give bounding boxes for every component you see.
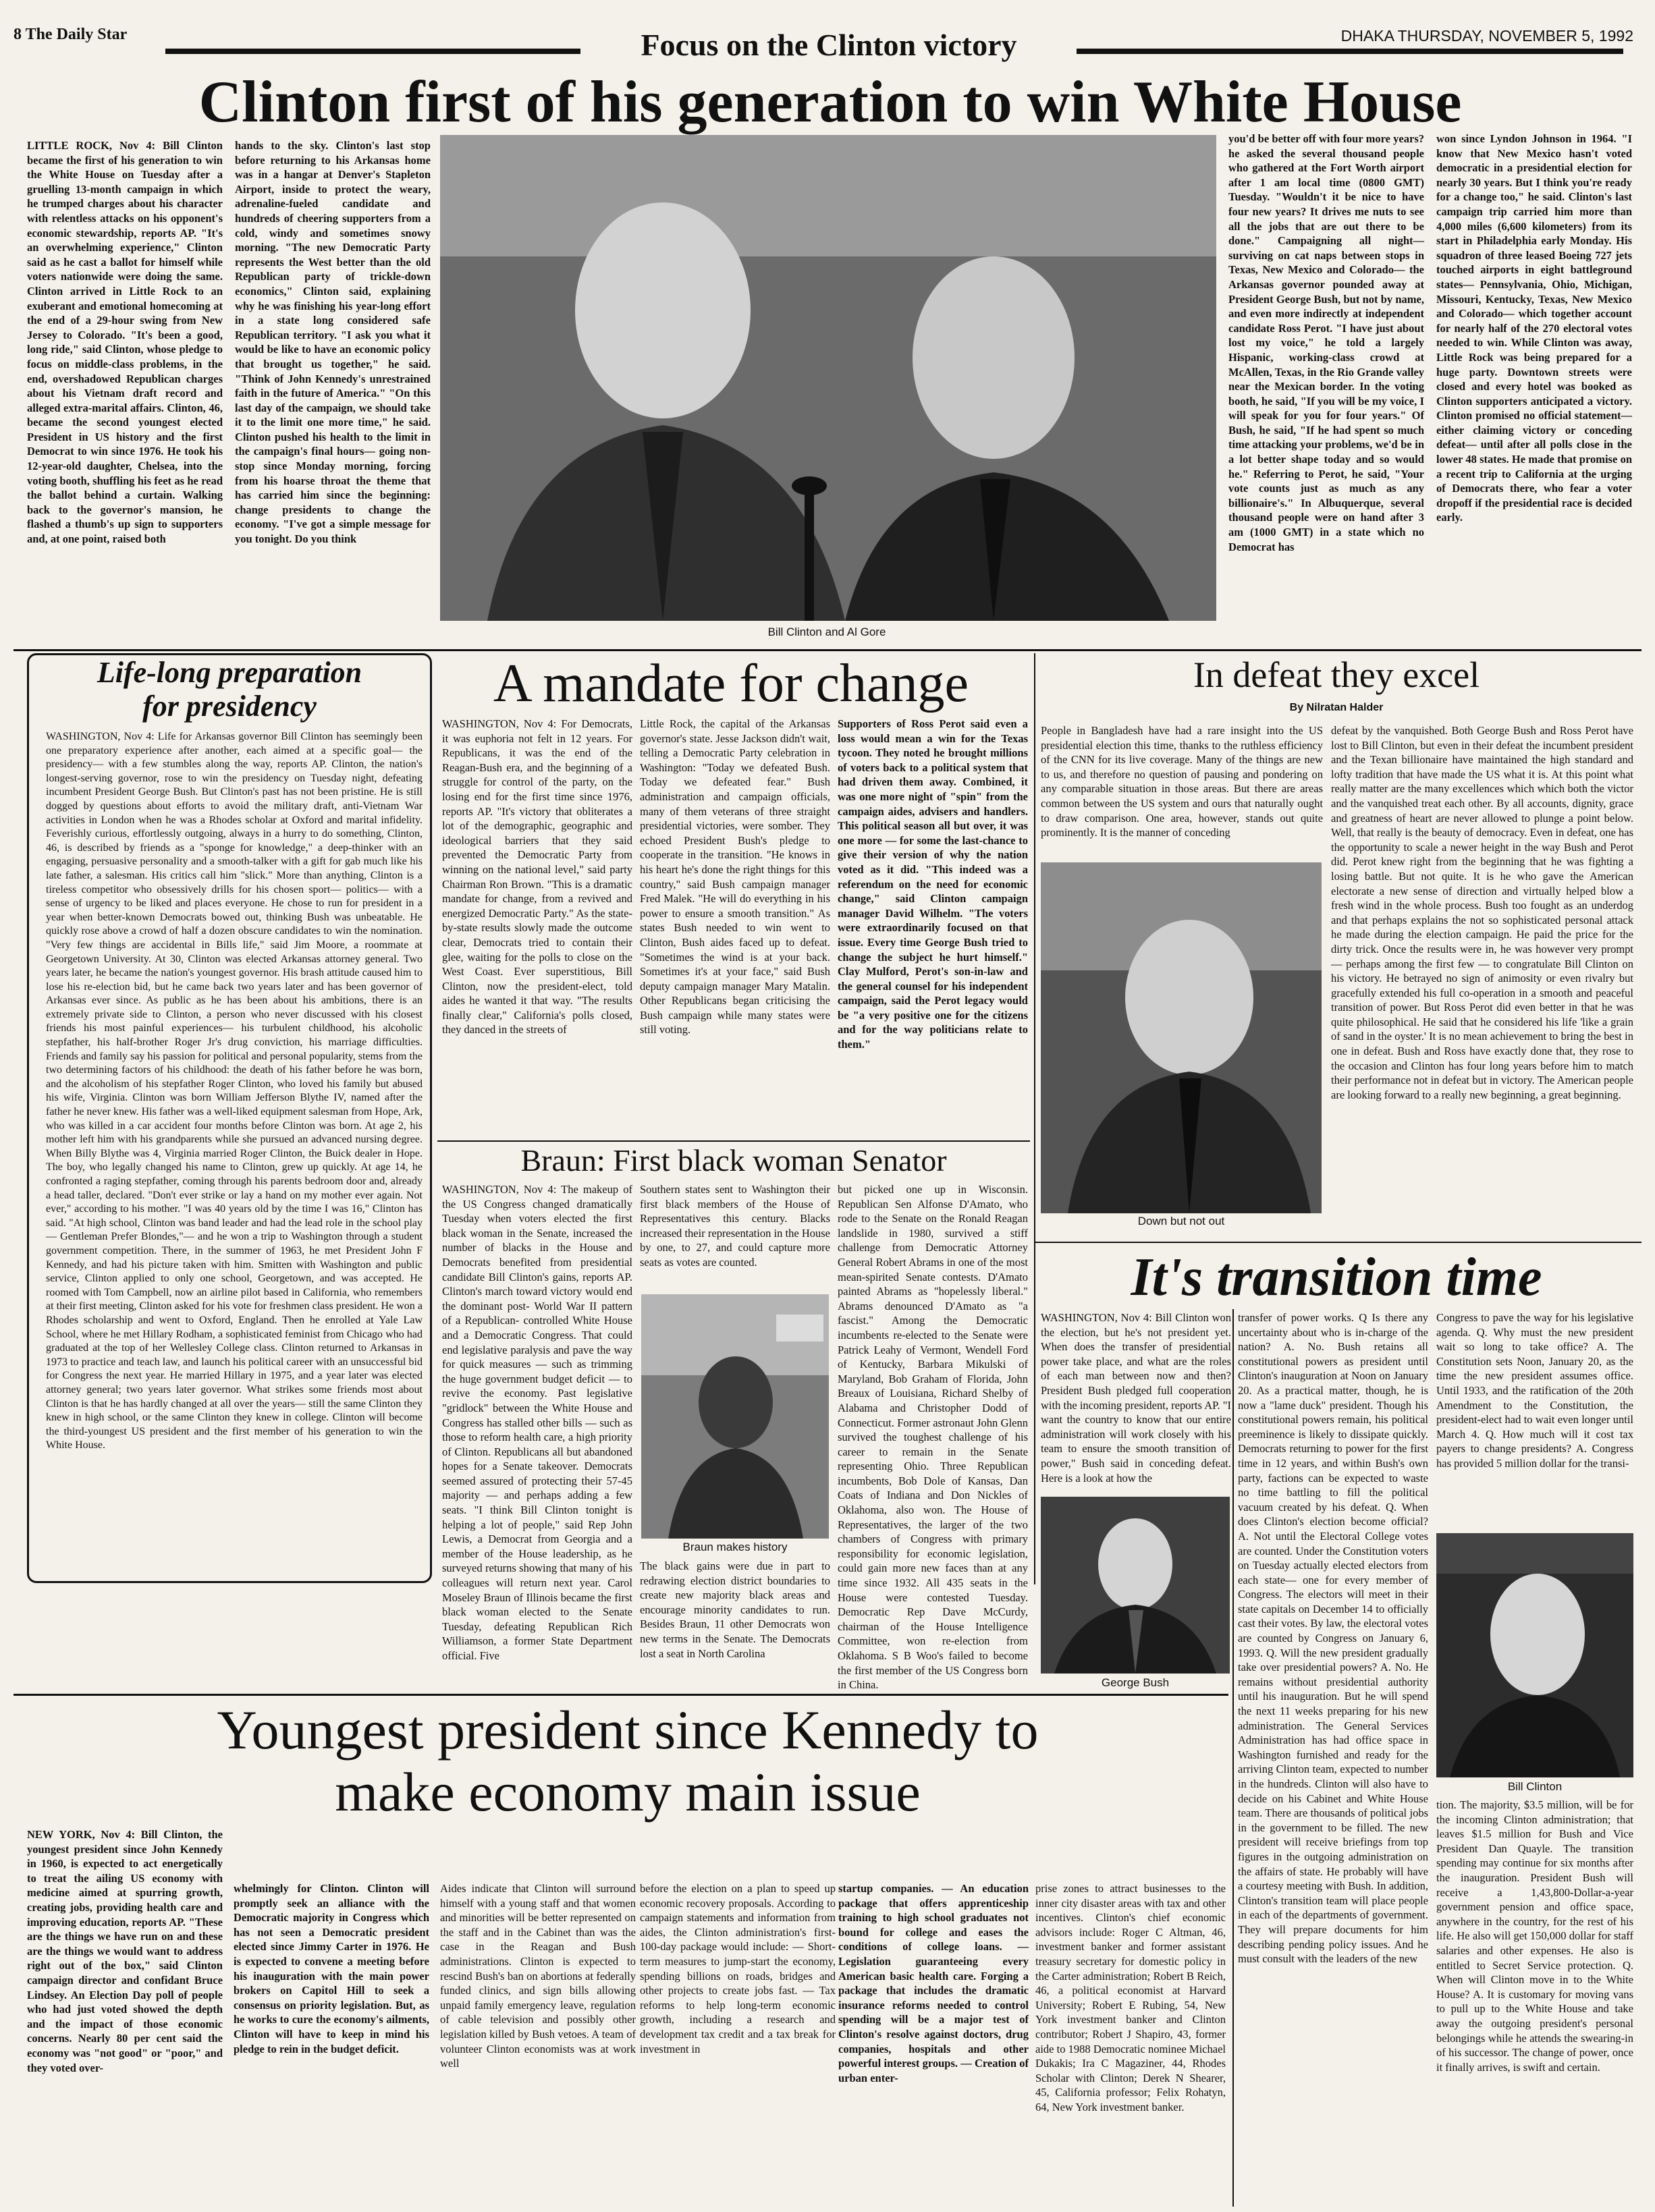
braun-col2-top: Southern states sent to Washington their first black members of the House of Representatives this century. Blacks increased their representation in the House by one, to 27, and could capture more seats as votes are counted.: [640, 1183, 830, 1269]
headline-defeat: In defeat they excel: [1193, 655, 1480, 695]
transition-col1-top: WASHINGTON, Nov 4: Bill Clinton won the election, but he's not president yet. When does the transfer of presidential power take place, and what are the roles of each man between now and then? President Bush pledged full cooperation with the incoming president, reports AP. "I want the country to know that our entire administration will work closely with his team to ensure the smooth transition of power," Bush said in conceding defeat. Here is a look at how the: [1041, 1311, 1231, 1485]
divider-vertical-right: [1034, 653, 1035, 1584]
divider-defeat-transition: [1034, 1242, 1642, 1243]
caption-perot: Down but not out: [1137, 1215, 1225, 1227]
photo-bush: [1041, 1497, 1230, 1674]
caption-clinton: Bill Clinton: [1507, 1780, 1563, 1793]
caption-braun: Braun makes history: [682, 1541, 788, 1553]
masthead-rule-right: [1077, 49, 1623, 54]
byline-defeat: By Nilratan Halder: [1289, 702, 1384, 713]
braun-col1: WASHINGTON, Nov 4: The makeup of the US Congress changed dramatically Tuesday when voters elected the first black woman in the Senate, increased the number of blacks in the House and Democrats benefited from presidential candidate Bill Clinton's gains, reports AP. Clinton's march toward victory would end the dominant post- World War II pattern of a Republican- controlled White House and a Democratic Congress. That could end legislative paralysis and pave the way for quick measures — such as trimming the huge government budget deficit — to revive the economy. Past legislative "gridlock" between the White House and Congress has stalled other bills — such as those to reform health care, a high priority of Clinton. Republicans all but abandoned hopes for a Senate takeover. Democrats seemed assured of protecting their 57-45 majority — and perhaps adding a few seats. "I think Bill Clinton tonight is helping a lot of people," said Rep John Lewis, a Democrat from Georgia and a member of the House leadership, as he surveyed returns showing that many of his colleagues will return next year. Carol Moseley Braun of Illinois became the first black woman elected to the Senate Tuesday, defeating Republican Rich Williamson, a former State Department official. Five: [442, 1183, 632, 1662]
photo-clinton-gore: [440, 135, 1216, 621]
paper-name: 8 The Daily Star: [13, 26, 128, 43]
headline-mandate: A mandate for change: [493, 654, 969, 713]
transition-col3-top: Congress to pave the way for his legislative agenda. Q. Why must the new president wait so long to take office? A. The Constitution sets Noon, January 20, as the time the new president assumes office. Until 1933, and the ratification of the 20th Amendment to the Constitution, the president-elect had to wait even longer until March 4. Q. How much will it cost tax payers to change presidents? A. Congress has provided 5 million dollar for the transi-: [1436, 1311, 1633, 1470]
braun-col3: but picked one up in Wisconsin. Republican Sen Alfonse D'Amato, who rode to the Senate on the Ronald Reagan landslide in 1980, survived a stiff challenge from Democratic Attorney General Robert Abrams in one of the most mean-spirited Senate contests. D'Amato painted Abrams as "hopelessly liberal." Abrams denounced D'Amato as "a fascist." Among the Democratic incumbents re-elected to the Senate were Patrick Leahy of Vermont, Wendell Ford of Kentucky, Barbara Mikulski of Maryland, Bob Graham of Florida, John Breaux of Louisiana, Richard Shelby of Alabama and Christopher Dodd of Connecticut. Former astronaut John Glenn survived the toughest challenge of his career to remain in the Senate representing Ohio. Three Republican incumbents, Bob Dole of Kansas, Dan Coats of Indiana and Don Nickles of Oklahoma, also won. The House of Representatives, the larger of the two chambers of Congress with primary responsibility for economic legislation, could gain more new faces than at any time since 1932. All 435 seats in the House were contested Tuesday. Democratic Rep Dave McCurdy, chairman of the House Intelligence Committee, won re-election from Oklahoma. S B Woo's failed to become the first member of the US Congress born in China.: [838, 1183, 1028, 1692]
top-story-col4: won since Lyndon Johnson in 1964. "I know that New Mexico hasn't voted democratic in a presidential election for nearly 30 years. But I think you're ready for a change too," he said. Clinton's last campaign trip carried him more than 4,000 miles (6,600 kilometers) from its start in Philadelphia early Monday. His squadron of three leased Boeing 727 jets touched airports in eight battleground states— Pennsylvania, Ohio, Michigan, Missouri, Kentucky, Texas, New Mexico and Colorado— which together account for nearly half of the 270 electoral votes needed to win. While Clinton was away, Little Rock was being prepared for a huge party. Downtown streets were closed and every hotel was booked as Clinton supporters anticipated a victory. Clinton promised no official statement— either claiming victory or conceding defeat— until after all polls close in the lower 48 states. He made that promise on a recent trip to California at the urging of Democrats there, who fear a voter dropoff if the presidential race is decided early.: [1436, 132, 1632, 524]
defeat-col1-top: People in Bangladesh have had a rare insight into the US presidential election this time, thanks to the ruthless efficiency of the CNN for its live coverage. Many of the things are new to us, and therefore no question of pausing and pondering on any comparable situation in those areas. But there are areas common between the US system and ours that naturally ought to draw comparison. One area, however, stands out quite prominently. It is the manner of conceding: [1041, 724, 1323, 839]
headline-top-story: Clinton first of his generation to win White House: [198, 70, 1462, 135]
lifelong-body: WASHINGTON, Nov 4: Life for Arkansas governor Bill Clinton has seemingly been one preparatory experience after another, each aimed at a specific goal— the presidency— with a few stumbles along the way, reports AP. Clinton, the nation's longest-serving governor, rose to win the presidency on Tuesday night, defeating incumbent President George Bush. But Clinton's past has not been pristine. He is still dogged by questions about efforts to avoid the military draft, anti-Vietnam War activities in London when he was a Rhodes scholar at Oxford and marital infidelity. Feverishly curious, effortlessly outgoing, always in a hurry to do something, Clinton, 46, is described by friends as a "sponge for knowledge," a deep-thinker with an engaging, persuasive personality and a smooth-talker with a gift for gab much like his late father, a salesman. His critics call him "slick." More than anything, Clinton is a tireless competitor who obsessively drills for his chosen sport— politics— with a sense of urgency to be liked and places everyone. He chose to run for president in a year when better-known Democrats bowed out, thinking Bush was unbeatable. He quickly rose above a crowd of half a dozen obscure candidates to win the nomination. "Very few things are accidental in Bills life," said Jim Moore, a roommate at Georgetown University. At 30, Clinton was elected Arkansas attorney general. Two years later, he became the nation's youngest governor. His brash attitude caused him to lose his re-election bid, but he came back two years later and has been governor of Arkansas ever since. As public as he has been about his ambitions, there is an extremely private side to Clinton, a person who never discussed with his closest friends his most painful experiences— his turbulent childhood, his alcoholic stepfather, his half-brother Roger Jr's drug conviction, his marriage difficulties. Friends and family say his passion for political and personal popularity, stems from the two determining factors of his childhood: the death of his father before he was born, and the alcoholism of his stepfather Roger Clinton, who loved his family but abused his wife, Virginia. Clinton was born William Jefferson Blythe IV, named after the father he never knew. His father was a well-liked equipment salesman from Hope, Ark, who was killed in a car accident four months before Clinton was born. At age 2, his mother left him with his grandparents while she pursued an advanced nursing degree. When Billy Blythe was 4, Virginia married Roger Clinton, the Buick dealer in Hope. The boy, who legally changed his name to Clinton, grew up quickly. At age 14, he confronted a raging stepfather, coming through his parents bedroom door and, already a head taller, declared. "Don't ever strike or lay a hand on my mother ever again. Not ever," according to his mother. "I was 40 years old by the time I was 16," Clinton has said. "At high school, Clinton was band leader and had the lead role in the school play — Gentleman Prefer Blondes,"— and he won a trip to Washington through a student government competition. There, in the summer of 1963, he met President John F Kennedy, and had his picture taken with him. Smitten with Washington and public service, Clinton applied to only one school, Georgetown, and was accepted. He roomed with Tom Campbell, now an airline pilot based in California, who remembers at their first meeting, Clinton asked for his vote for freshmen class president. He won a Rhodes scholarship and went to Oxford, England. Then he enrolled at Yale Law School, where he met Hillary Rodham, a sophisticated feminist from Chicago who had graduated at the top of her Wellesley College class. Clinton returned to Arkansas in 1973 to practice and teach law, and launch his political career with an unsuccessful bid for Congress the next year. He married Hillary in 1975, and a year later was elected attorney general; two years later governor. What strikes some friends most about Clinton is that he has hardly changed at all over the years— still the same Clinton they knew in high school, or the same Clinton they knew in college. Clinton will become the third-youngest US president and the first member of his generation to win the White House.: [46, 731, 423, 1451]
headline-transition: It's transition time: [1131, 1248, 1542, 1307]
top-story-col3: you'd be better off with four more years? he asked the several thousand people who gathered at the Fort Worth airport after 1 am local time (0800 GMT) Tuesday. "Wouldn't it be nice to have four new years? It drives me nuts to see all the jobs that are out there to be done." Campaigning all night— surviving on cat naps between stops in Texas, New Mexico and Colorado— the Arkansas governor pounded away at President George Bush, but not by name, and even more indirectly at independent candidate Ross Perot. "I have just about lost my voice," he told a largely Hispanic, working-class crowd at McAllen, Texas, in the Rio Grande valley near the Mexican border. In the voting booth, he said, "If you will be my voice, I will speak for you for four years." Of Bush, he said, "If he had spent so much time attacking your problems, we'd be in a lot better shape today and so would he." Referring to Perot, he said, "Your vote counts just as much as any billionaire's." In Albuquerque, several thousand people were on hand after 3 am (1000 GMT) in a state which no Democrat has: [1228, 132, 1424, 553]
youngest-col2: whelmingly for Clinton. Clinton will promptly seek an alliance with the Democratic majority in Congress which has not seen a Democratic president elected since Jimmy Carter in 1976. He is expected to convene a meeting before his inauguration with the main power brokers on Capitol Hill to seek a consensus on priority legislation. But, as he works to cure the economy's ailments, Clinton will have to keep in mind his pledge to rein in the budget deficit.: [234, 1882, 429, 2055]
clinton-gore-illustration: [440, 135, 1216, 621]
section-title: Focus on the Clinton victory: [641, 28, 1017, 62]
page-folio: [13, 26, 169, 53]
top-story-col1: LITTLE ROCK, Nov 4: Bill Clinton became the first of his generation to win the White House on Tuesday after a gruelling 13-month campaign in which he trumped charges about his character with relentless attacks on his opponent's economic stewardship, reports AP. "It's an overwhelming experience," Clinton said as he cast a ballot for himself while voters nationwide were doing the same. Clinton arrived in Little Rock to an exuberant and emotional homecoming at the end of a 29-hour swing from New Jersey to Colorado. "It's been a good, long ride," said Clinton, whose pledge to focus on middle-class problems, in the end, overshadowed Republican charges about his Vietnam draft record and alleged extra-marital affairs. Clinton, 46, became the second youngest elected President in US history and the first Democrat to win since 1976. He took his 12-year-old daughter, Chelsea, into the voting booth, shuffling his feet as he read the ballot behind a curtain. Walking back to the governor's mansion, he flashed a thumb's up sign to supporters and, at one point, raised both: [27, 139, 223, 546]
mandate-col2: Little Rock, the capital of the Arkansas governor's state. Jesse Jackson didn't wait, telling a Democratic Party celebration in Washington: "Today we defeated Bush. Today we defeated fear." Bush administration and campaign officials, many of them veterans of three straight presidential victories, were somber. They echoed President Bush's pledge to cooperate in the transition. "He knows in his heart he's done the right things for this country," said Bush campaign manager Fred Malek. "He will do everything in his power to ensure a smooth transition." As states Bush needed to win went to Clinton, Bush aides faced up to defeat. "Sometimes the wind is at your back. Sometimes it's at your face," said Bush deputy campaign manager Mary Matalin. Other Republicans began criticising the Bush campaign while many states were still voting.: [640, 717, 830, 1036]
braun-col2-bottom: The black gains were due in part to redrawing election district boundaries to create new majority black areas and encourage minority candidates to run. Besides Braun, 11 other Democrats won new terms in the Senate. The Democrats lost a seat in North Carolina: [640, 1559, 830, 1660]
mandate-col1: WASHINGTON, Nov 4: For Democrats, it was euphoria not felt in 12 years. For Republicans, it was the end of the Reagan-Bush era, and the beginning of a struggle for control of the party, on the losing end for the first time since 1976, reports AP. "It's victory that obliterates a lot of the demographic, geographic and ideological barriers that they said prevented the Democratic Party from winning on the national level," said party Chairman Ron Brown. "This is a dramatic mandate for change, from a revived and energized Democratic Party." As the state-by-state results slowly made the outcome clear, Democrats tried to contain their glee, waiting for the polls to close on the West Coast. Ever superstitious, Bill Clinton, now the president-elect, told aides he wanted it that way. "The results finally clear," California's polls closed, they danced in the streets of: [442, 717, 632, 1036]
youngest-col1: NEW YORK, Nov 4: Bill Clinton, the youngest president since John Kennedy in 1960, is expected to act energetically to treat the ailing US economy with medicine aimed at spurring growth, creating jobs, providing health care and improving education, reports AP. "These are the things we have run on and these are the things we would want to address right out of the box," said Clinton campaign director and confidant Bruce Lindsey. An Election Day poll of people who had just voted showed the depth and the impact of those economic concerns. Nearly 80 per cent said the economy was "not good" or "poor," and they voted over-: [27, 1828, 223, 2074]
headline-braun: Braun: First black woman Senator: [520, 1143, 947, 1178]
top-story-col2: hands to the sky. Clinton's last stop before returning to his Arkansas home was in a hangar at Denver's Stapleton Airport, inside to protect the weary, adrenaline-fueled candidate and hundreds of cheering supporters from a cold, windy and sometimes snowy morning. "The new Democratic Party represents the West better than the old Republican party of trickle-down economics," Clinton said, explaining why he was finishing his year-long effort in a state long considered safe Republican territory. "I ask you what it would be like to have an economic policy that brought us together," he said. "Think of John Kennedy's unrestrained faith in the future of America." "On this last day of the campaign, we should take it to the limit one more time," he said. Clinton pushed his health to the limit in the campaign's final hours— going non-stop since Monday morning, forcing from his hoarse throat the theme that has carried him since the beginning: change presidents to change the economy. "I've got a simple message for you tonight. Do you think: [235, 139, 431, 546]
divider-youngest-top: [13, 1694, 1228, 1696]
youngest-col3: Aides indicate that Clinton will surround himself with a young staff and that women and minorities will be better represented on the staff and in the Cabinet than was the case in the Reagan and Bush administrations. Clinton is expected to rescind Bush's ban on abortions at federally funded clinics, and sign bills allowing unpaid family emergency leave, regulation of cable television and possibly other legislation killed by Bush vetoes. A team of volunteer Clinton economists was at work well: [440, 1882, 636, 2070]
divider-top-story: [13, 649, 1642, 651]
perot-illustration: [1041, 862, 1322, 1213]
photo-braun: [641, 1294, 829, 1539]
photo-clinton: [1436, 1533, 1633, 1777]
headline-youngest-1: Youngest president since Kennedy to: [217, 1699, 1039, 1761]
clinton-illustration: [1436, 1533, 1633, 1777]
photo-perot: [1041, 862, 1322, 1213]
defeat-col2: defeat by the vanquished. Both George Bush and Ross Perot have lost to Bill Clinton, but even in their defeat the incumbent president and the Texan billionaire have maintained the high standard and lofty tradition that have made the US what it is. At this point what really matter are the many excellences which which both the victor and the vanquished treat each other. By all accounts, dignity, grace and greatness of heart are never allowed to plunge a point below. Well, that really is the beauty of democracy. Even in defeat, one has the opportunity to scale a newer height in the way Bush and Perot did. Perot knew right from the beginning that he was fighting a losing battle. But not quite. It is he who gave the American electorate a new sense of direction and virtually helped blow a fresh wind in the whole process. Bush too fought as an underdog and that perhaps explains the not so sophisticated personal attack he made during the election campaign. He paid the price for the dirty trick. Once the results were in, he was however very prompt — perhaps among the first few — to congratulate Bill Clinton on his victory. He betrayed no sign of animosity or even rivalry but gracefully extended his full co-operation in a smooth and peaceful transition of power. But Ross Perot did even better in that he was quite philosophical. He said that he considered his life 'like a grain of sand in the oyster.' It is no mean achievement to bring the best in one in defeat. Bush and Ross have exactly done that, they rose to the occasion and Clinton has four long years before him to match their performance not in defeat but in victory. The American people are looking forward to a really new beginning, a great beginning.: [1331, 724, 1633, 1101]
headline-lifelong-1: Life-long preparation: [97, 656, 362, 689]
headline-youngest-2: make economy main issue: [335, 1761, 921, 1823]
braun-illustration: [641, 1294, 829, 1539]
divider-vertical-transition: [1232, 1309, 1234, 2207]
youngest-col5: startup companies. — An education package that offers apprenticeship training to high school graduates not bound for college and eases the conditions of college loans. — Legislation guaranteeing every American basic health care. Forging a package that includes the dramatic insurance reforms needed to control spending will be a major test of Clinton's resolve against doctors, drug companies, hospitals and other powerful interest groups. — Creation of urban enter-: [838, 1882, 1029, 2084]
youngest-col6: prise zones to attract businesses to the inner city disaster areas with tax and other incentives. Clinton's chief economic advisors include: Roger C Altman, 46, investment banker and former assistant treasury secretary for domestic policy in the Carter administration; Robert B Reich, 46, a political economist at Harvard University; Robert E Rubing, 54, New York investment banker and Clinton contributor; Robert J Shapiro, 43, former aide to 1988 Democratic nominee Michael Dukakis; Ira C Magaziner, 44, Rhodes Scholar with Clinton; Derek N Shearer, 45, California professor; Felix Rohatyn, 64, New York investment banker.: [1035, 1882, 1226, 2113]
caption-bush: George Bush: [1101, 1676, 1170, 1689]
transition-col2: transfer of power works. Q Is there any uncertainty about who is in-charge of the nation? A. No. Bush retains all constitutional powers as president until Clinton's inauguration at Noon on January 20. As a practical matter, though, he is now a "lame duck" president. Though his constitutional powers remain, his political preeminence is likely to dissipate quickly. Democrats returning to power for the first time in 12 years, and within Bush's own party, factions can be expected to waste no time battling to fill the political vacuum created by his defeat. Q. When does Clinton's election become official? A. Not until the Electoral College votes are counted. Under the Constitution voters on Tuesday actually elected electors from each state— one for every member of Congress. The electors will meet in their state capitals on December 14 to officially cast their votes. By law, the electoral votes are counted by Congress on January 6, 1993. Q. Will the new president gradually take over presidential powers? A. No. He remains without presidential authority until his inauguration. But he will spend the next 11 weeks preparing for his new administration. The General Services Administration has had office space in Washington furnished and ready for the arriving Clinton team, expected to number in the hundreds. Clinton will also have to decide on his Cabinet and White House team. There are thousands of political jobs in the government to be filled. The new president will receive briefings from top figures in the outgoing administration on the affairs of state. He probably will have a courtesy meeting with Bush. In addition, Clinton's transition team will place people in each of the departments of government. They will prepare documents for him describing pending policy issues. And he must consult with the leaders of the new: [1238, 1311, 1428, 1966]
bush-illustration: [1041, 1497, 1230, 1674]
dateline: DHAKA THURSDAY, NOVEMBER 5, 1992: [1340, 27, 1633, 45]
headline-lifelong-2: for presidency: [142, 690, 317, 723]
youngest-col4: before the election on a plan to speed up economic recovery proposals. According to campaign statements and information from aides, the Clinton administration's first-100-day package would include: — Short-term measures to jump-start the economy, spending billions on roads, bridges and other projects to create jobs fast. — Tax reforms to help long-term economic growth, including a research and development tax credit and a tax break for investment in: [640, 1882, 836, 2055]
mandate-col3: Supporters of Ross Perot said even a loss would mean a win for the Texas tycoon. They noted he brought millions of voters back to a political system that had driven them away. Combined, it was one more night of "spin" from the campaign aides, advisers and handlers. This political season all but over, it was one more — for some the last-chance to give their version of why the nation voted as it did. "This indeed was a referendum on the need for economic change," said Clinton campaign manager David Wilhelm. "The voters were extraordinarily focused on that issue. Every time George Bush tried to change the subject he hurt himself." Clay Mulford, Perot's son-in-law and the general counsel for his independent campaign, said the Perot legacy would be "a very positive one for the citizens and for the way politicians relate to them.": [838, 717, 1028, 1051]
masthead-rule-left: [165, 49, 580, 54]
caption-clinton-gore: Bill Clinton and Al Gore: [767, 626, 886, 638]
transition-col3-bottom: tion. The majority, $3.5 million, will be for the incoming Clinton administration; that leaves $1.5 million for Bush and Vice President Dan Quayle. The transition spending may continue for six months after the inauguration. President Bush will receive a 1,43,800-Dollar-a-year government pension and office space, anywhere in the country, for the rest of his life. He also will get 150,000 dollar for staff salaries and other expenses. He also is entitled to Secret Service protection. Q. When will Clinton move in to the White House? A. It is customary for moving vans to pull up to the White House and take away the outgoing president's personal belongings while he attends the swearing-in of his successor. The change of power, once it finally arrives, is swift and certain.: [1436, 1798, 1633, 2074]
